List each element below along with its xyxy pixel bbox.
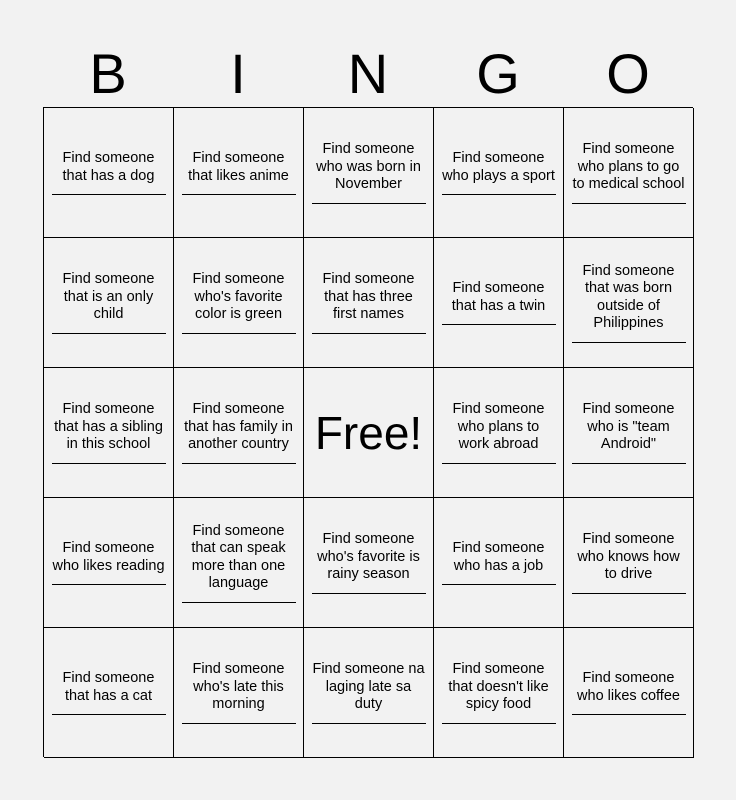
- bingo-cell: [434, 628, 564, 758]
- cell-prompt: Find someone that has a dog: [62, 150, 155, 184]
- cell-prompt: Find someone who's favorite color is green: [192, 271, 285, 323]
- cell-prompt: Find someone that was born outside of Philippines: [582, 262, 675, 331]
- cell-prompt: Find someone who has a job: [452, 540, 545, 574]
- bingo-cell: [434, 368, 564, 498]
- bingo-header: [43, 40, 693, 108]
- cell-prompt: Find someone who plays a sport: [442, 150, 555, 184]
- signature-line: [442, 324, 556, 325]
- signature-line: [312, 203, 426, 204]
- signature-line: [312, 333, 426, 334]
- bingo-cell: [174, 368, 304, 498]
- cell-prompt: Find someone who plans to work abroad: [452, 401, 545, 453]
- signature-line: [182, 194, 296, 195]
- signature-line: [572, 342, 686, 343]
- cell-prompt: Find someone that likes anime: [188, 150, 289, 184]
- bingo-cell: [564, 368, 694, 498]
- signature-line: [572, 203, 686, 204]
- signature-line: [52, 714, 166, 715]
- cell-prompt: Find someone that can speak more than one language: [191, 522, 286, 591]
- bingo-cell: [434, 498, 564, 628]
- bingo-cell: [564, 108, 694, 238]
- cell-prompt: Find someone that has a cat: [62, 670, 155, 704]
- cell-prompt: Find someone that has family in another country: [184, 401, 293, 453]
- signature-line: [442, 463, 556, 464]
- signature-line: [442, 194, 556, 195]
- bingo-cell: [434, 108, 564, 238]
- signature-line: [182, 723, 296, 724]
- cell-prompt: Find someone who's favorite is rainy season: [317, 531, 420, 583]
- cell-prompt: Find someone that has a twin: [451, 280, 546, 314]
- cell-prompt: Find someone that has three first names: [322, 271, 415, 323]
- cell-prompt: Find someone who plans to go to medical school: [572, 141, 685, 193]
- bingo-cell: [304, 498, 434, 628]
- header-letter-o: O: [606, 42, 650, 105]
- bingo-cell: [44, 628, 174, 758]
- bingo-cell: [304, 238, 434, 368]
- cell-prompt: Find someone who knows how to drive: [577, 531, 680, 583]
- cell-prompt: Find someone who is "team Android": [582, 401, 675, 453]
- signature-line: [442, 723, 556, 724]
- header-letter-n: N: [347, 42, 389, 105]
- signature-line: [312, 593, 426, 594]
- cell-prompt: Find someone who likes reading: [52, 540, 165, 574]
- bingo-cell: [174, 108, 304, 238]
- header-letter-g: G: [476, 42, 520, 105]
- cell-prompt: Find someone who likes coffee: [577, 670, 680, 704]
- cell-prompt: Find someone who was born in November: [316, 141, 421, 193]
- signature-line: [52, 584, 166, 585]
- bingo-cell: [564, 238, 694, 368]
- bingo-cell: [304, 108, 434, 238]
- bingo-cell: [174, 238, 304, 368]
- header-letter-b: B: [89, 42, 127, 105]
- bingo-board: [43, 107, 693, 757]
- signature-line: [182, 463, 296, 464]
- free-space-cell: [304, 368, 434, 498]
- signature-line: [182, 333, 296, 334]
- signature-line: [52, 333, 166, 334]
- bingo-cell: [564, 628, 694, 758]
- bingo-cell: [174, 498, 304, 628]
- bingo-cell: [564, 498, 694, 628]
- bingo-cell: [174, 628, 304, 758]
- signature-line: [572, 714, 686, 715]
- cell-prompt: Find someone who's late this morning: [192, 661, 285, 713]
- bingo-cell: [304, 628, 434, 758]
- signature-line: [442, 584, 556, 585]
- bingo-cell: [44, 238, 174, 368]
- cell-prompt: Find someone that doesn't like spicy food: [448, 661, 549, 713]
- signature-line: [52, 463, 166, 464]
- bingo-cell: [434, 238, 564, 368]
- free-space-label: Free!: [314, 406, 423, 459]
- signature-line: [182, 602, 296, 603]
- signature-line: [572, 463, 686, 464]
- cell-prompt: Find someone that is an only child: [62, 271, 155, 323]
- signature-line: [312, 723, 426, 724]
- header-letter-i: I: [230, 42, 246, 105]
- bingo-cell: [44, 108, 174, 238]
- bingo-cell: [44, 498, 174, 628]
- bingo-cell: [44, 368, 174, 498]
- signature-line: [52, 194, 166, 195]
- cell-prompt: Find someone na laging late sa duty: [312, 661, 425, 713]
- signature-line: [572, 593, 686, 594]
- cell-prompt: Find someone that has a sibling in this school: [54, 401, 163, 453]
